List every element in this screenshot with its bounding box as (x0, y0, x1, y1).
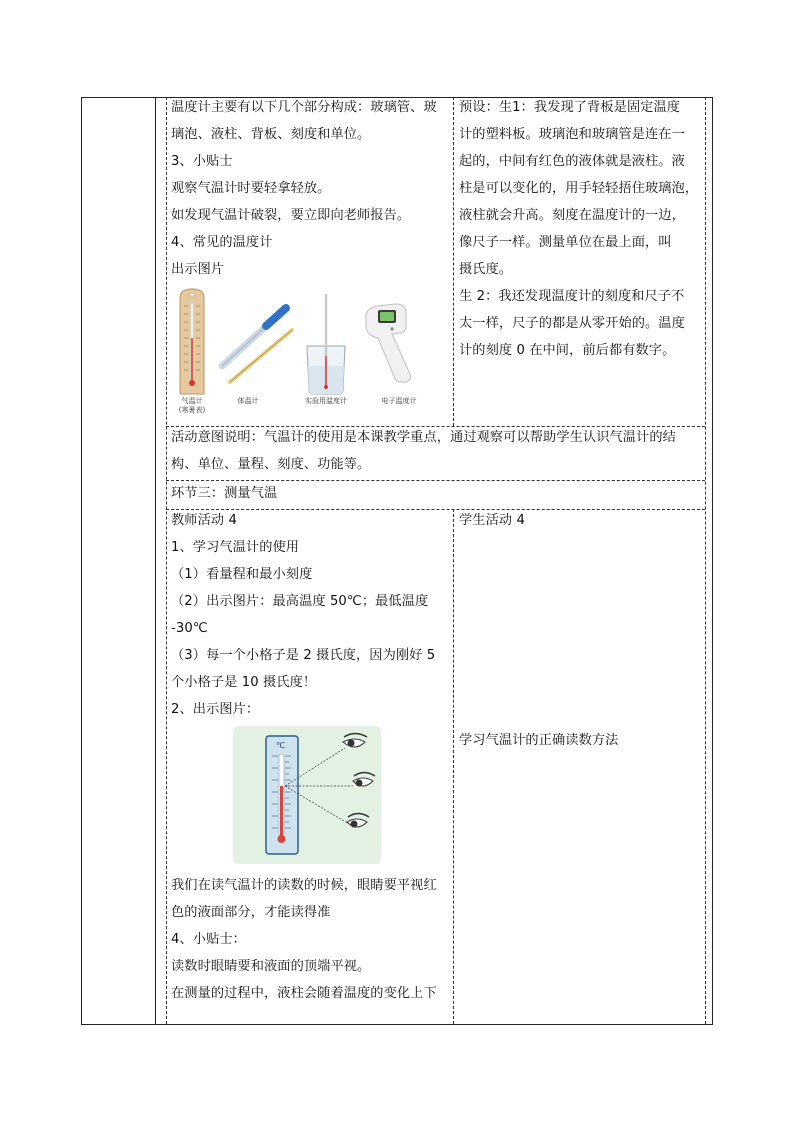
text-line: （1）看量程和最小刻度 (171, 567, 313, 582)
text-line: 太一样，尺子的都是从零开始的。温度 (459, 316, 685, 331)
wall-thermometer-icon (180, 289, 204, 394)
text-line: 摄氏度。 (459, 262, 513, 277)
table-bottom-border (81, 1024, 713, 1025)
text-line: 4、常见的温度计 (171, 235, 273, 250)
reading-thermometer-figure (233, 726, 381, 864)
activity-column-divider-bottom (453, 509, 454, 1024)
text-line: 璃泡、液柱、背板、刻度和单位。 (171, 127, 371, 142)
text-line: 3、小贴士 (171, 154, 233, 169)
table-left-border (81, 97, 82, 1024)
figure-caption: (寒暑表) (178, 406, 206, 414)
row-divider-3 (166, 509, 705, 510)
text-line: （3）每一个小格子是 2 摄氏度，因为刚好 5 (171, 648, 436, 663)
text-line: 读数时眼睛要和液面的顶端平视。 (171, 959, 371, 974)
text-line: 色的液面部分，才能读得准 (171, 905, 331, 920)
teacher-activity-heading: 教师活动 4 (171, 513, 237, 528)
figure-caption: 气温计 (181, 397, 203, 405)
student-activity-heading: 学生活动 4 (459, 513, 525, 528)
text-line: 计的塑料板。玻璃泡和玻璃管是连在一 (459, 127, 685, 142)
text-line: 出示图片 (171, 262, 225, 277)
text-line: （2）出示图片：最高温度 50℃；最低温度 (171, 594, 429, 609)
figure-caption: 实验用温度计 (305, 397, 347, 405)
text-line: 柱是可以变化的，用手轻轻捂住玻璃泡， (459, 181, 699, 196)
text-line: 液柱就会升高。刻度在温度计的一边， (459, 208, 685, 223)
text-line: 温度计主要有以下几个部分构成：玻璃管、玻 (171, 100, 437, 115)
clinical-thermometer-icon (222, 308, 292, 382)
text-line: 个小格子是 10 摄氏度！ (171, 675, 317, 690)
first-column-divider (155, 97, 156, 1024)
text-line: 观察气温计时要轻拿轻放。 (171, 181, 331, 196)
activity-intent-line: 构、单位、量程、刻度、功能等。 (171, 457, 371, 472)
inner-left-border (166, 97, 167, 1024)
text-line: 我们在读气温计的读数的时候，眼睛要平视红 (171, 878, 437, 893)
text-line: 2、出示图片： (171, 702, 260, 717)
activity-column-divider-top (453, 97, 454, 426)
text-line: 4、小贴士： (171, 932, 246, 947)
figure-caption: 体温计 (237, 397, 259, 405)
text-line: 计的刻度 0 在中间，前后都有数字。 (459, 343, 676, 358)
text-line: 起的，中间有红色的液体就是液柱。液 (459, 154, 685, 169)
text-line: 如发现气温计破裂，要立即向老师报告。 (171, 208, 411, 223)
eye-level-reading-illustration (233, 726, 381, 864)
common-thermometers-figure (170, 286, 450, 416)
unit-label: ℃ (276, 741, 285, 750)
figure-caption: 电子温度计 (381, 397, 417, 405)
section-title: 环节三：测量气温 (171, 486, 278, 501)
text-line: 预设：生1：我发现了背板是固定温度 (459, 100, 681, 115)
text-line: -30℃ (171, 621, 208, 636)
table-right-border (712, 97, 713, 1024)
lab-thermometer-icon (307, 294, 345, 394)
text-line: 在测量的过程中，液柱会随着温度的变化上下 (171, 986, 437, 1001)
student-activity-note: 学习气温计的正确读数方法 (459, 733, 619, 748)
electronic-thermometer-icon (366, 304, 411, 382)
text-line: 像尺子一样。测量单位在最上面，叫 (459, 235, 672, 250)
activity-intent-line: 活动意图说明：气温计的使用是本课教学重点，通过观察可以帮助学生认识气温计的结 (171, 430, 676, 445)
inner-right-border (705, 97, 706, 1024)
text-line: 生 2：我还发现温度计的刻度和尺子不 (459, 289, 685, 304)
text-line: 1、学习气温计的使用 (171, 540, 300, 555)
